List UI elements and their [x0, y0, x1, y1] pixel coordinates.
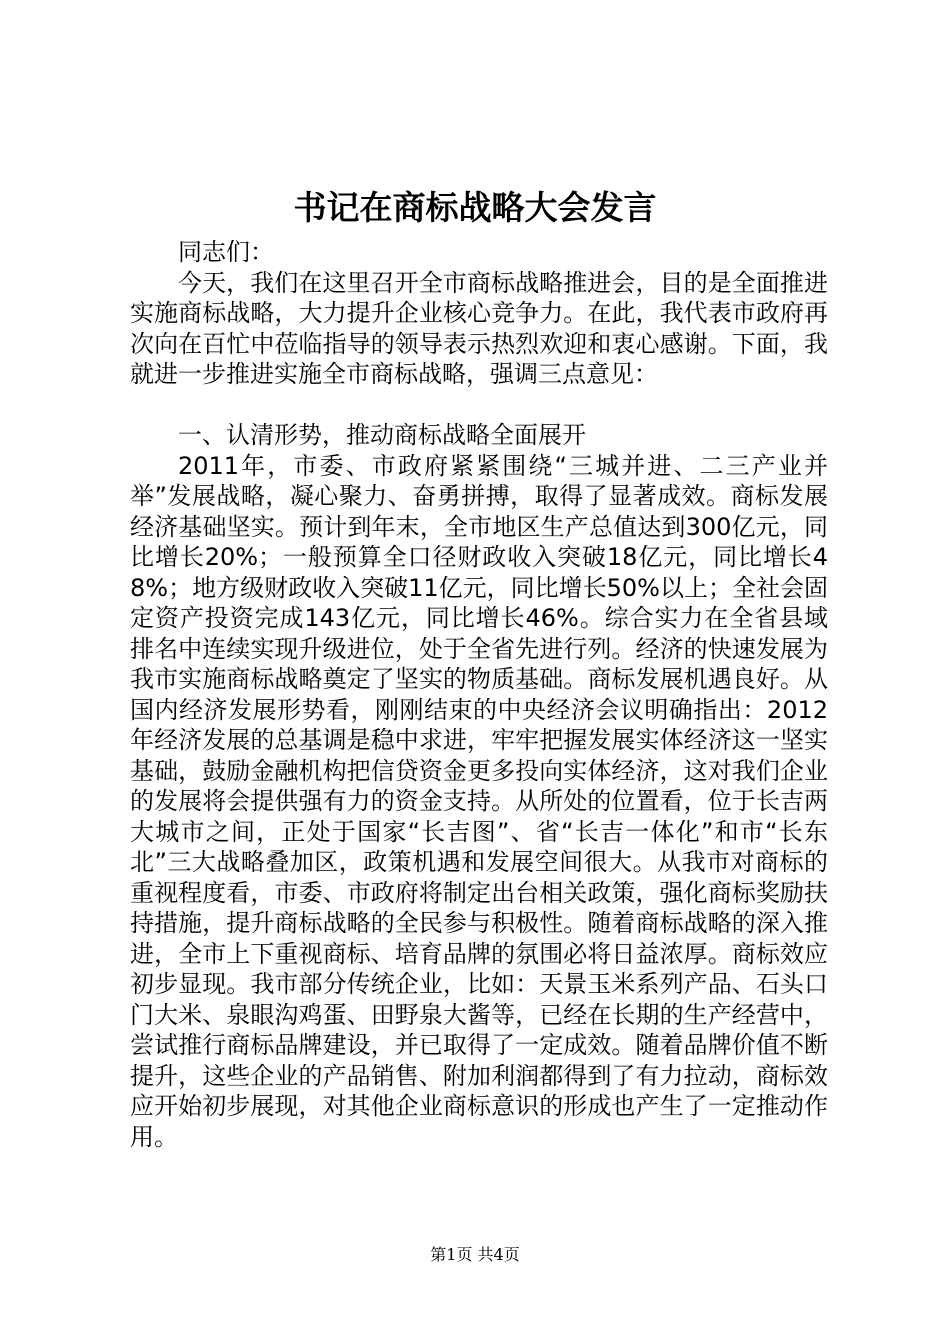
document-title: 书记在商标战略大会发言: [293, 188, 657, 227]
salutation-paragraph: 同志们：: [178, 238, 274, 266]
document-body: [130, 237, 828, 1152]
section-body-paragraph: 2011年，市委、市政府紧紧围绕“三城并进、二三产业并举”发展战略，凝心聚力、奋勇拼搏，取得了显著成效。商标发展经济基础坚实。预计到年末，全市地区生产总值达到300亿元，同比增长20%；一般预算全口径财政收入突破18亿元，同比增长48%；地方级财政收入突破11亿元，同比增长50%以上；全社会固定资产投资完成143亿元，同比增长46%。综合实力在全省县域排名中连续实现升级进位，处于全省先进行列。经济的快速发展为我市实施商标战略奠定了坚实的物质基础。商标发展机遇良好。从国内经济发展形势看，刚刚结束的中央经济会议明确指出：2012年经济发展的总基调是稳中求进，牢牢把握发展实体经济这一坚实基础，鼓励金融机构把信贷资金更多投向实体经济，这对我们企业的发展将会提供强有力的资金支持。从所处的位置看，位于长吉两大城市之间，正处于国家“长吉图”、省“长吉一体化”和市“长东北”三大战略叠加区，政策机遇和发展空间很大。从我市对商标的重视程度看，市委、市政府将制定出台相关政策，强化商标奖励扶持措施，提升商标战略的全民参与积极性。随着商标战略的深入推进，全市上下重视商标、培育品牌的氛围必将日益浓厚。商标效应初步显现。我市部分传统企业，比如：天景玉米系列产品、石头口门大米、泉眼沟鸡蛋、田野泉大酱等，已经在长期的生产经营中，尝试推行商标品牌建设，并已取得了一定成效。随着品牌价值不断提升，这些企业的产品销售、附加利润都得到了有力拉动，商标效应开始初步展现，对其他企业商标意识的形成也产生了一定推动作用。: [130, 451, 828, 1151]
intro-paragraph: 今天，我们在这里召开全市商标战略推进会，目的是全面推进实施商标战略，大力提升企业核心竞争力。在此，我代表市政府再次向在百忙中莅临指导的领导表示热烈欢迎和衷心感谢。下面，我就进一步推进实施全市商标战略，强调三点意见：: [130, 268, 828, 388]
section-heading: 一、认清形势，推动商标战略全面展开: [178, 421, 586, 449]
page-footer: 第1页 共4页: [430, 1245, 520, 1264]
